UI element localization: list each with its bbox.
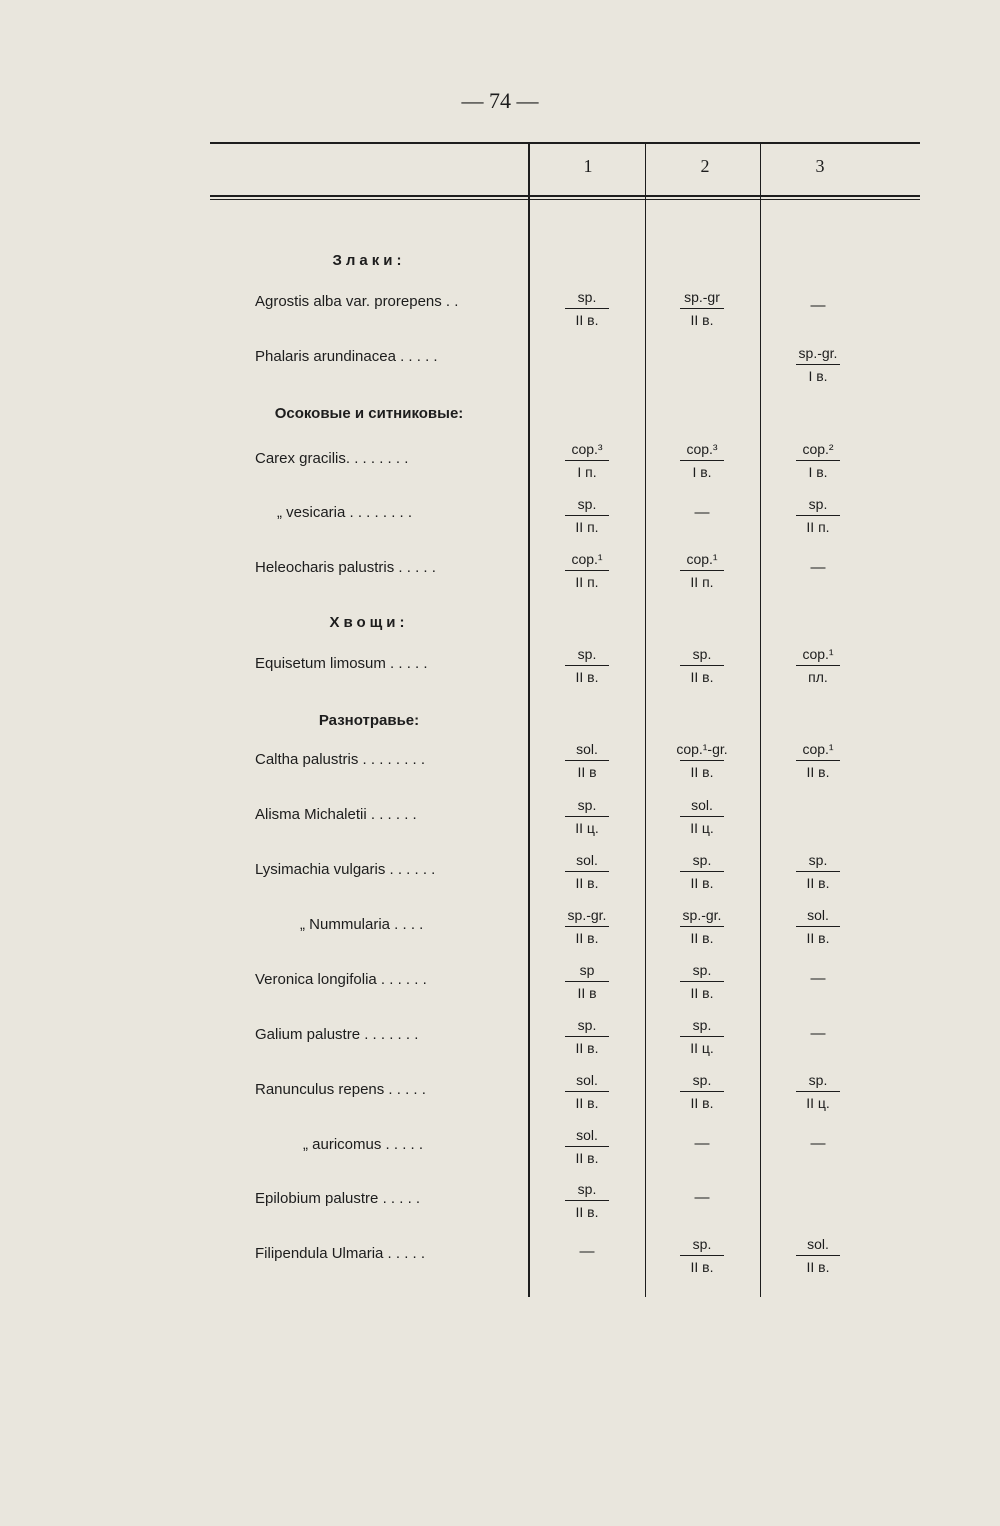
abundance-cell: cop.¹ пл. — [768, 643, 868, 689]
empty-dash: — — [810, 1025, 826, 1042]
empty-dash: — — [694, 1135, 710, 1152]
abundance-cell: sp. II ц. — [652, 1014, 752, 1060]
species-name: Caltha palustris . . . . . . . . — [255, 751, 426, 768]
species-name: Lysimachia vulgaris . . . . . . — [255, 861, 436, 878]
species-name: Galium palustre . . . . . . . — [255, 1026, 419, 1043]
column-divider-3 — [760, 142, 761, 1297]
species-name: Epilobium palustre . . . . . — [255, 1190, 421, 1207]
abundance-cell: cop.³ I в. — [652, 438, 752, 484]
abundance-cell: sp. II в. — [537, 1178, 637, 1224]
abundance-cell: sp. II в. — [652, 959, 752, 1005]
abundance-cell: sol. II в. — [768, 1233, 868, 1279]
abundance-cell: sp. II в. — [768, 849, 868, 895]
abundance-cell: sol. II в. — [537, 1069, 637, 1115]
species-name: Alisma Michaletii . . . . . . — [255, 806, 417, 823]
species-name: Filipendula Ulmaria . . . . . — [255, 1245, 426, 1262]
abundance-cell: cop.¹ II в. — [768, 738, 868, 784]
abundance-cell: sol. II в. — [537, 849, 637, 895]
species-name: Phalaris arundinacea . . . . . — [255, 348, 438, 365]
empty-dash: — — [694, 504, 710, 521]
species-name: Veronica longifolia . . . . . . — [255, 971, 427, 988]
abundance-cell: sp. II ц. — [768, 1069, 868, 1115]
abundance-cell: sol. II в. — [537, 1124, 637, 1170]
species-name: Heleocharis palustris . . . . . — [255, 559, 436, 576]
abundance-cell: sp. II в. — [537, 286, 637, 332]
abundance-cell: sp.-gr. II в. — [537, 904, 637, 950]
table-header-rule-2 — [210, 199, 920, 200]
species-name: „ Nummularia . . . . — [300, 916, 424, 933]
abundance-cell: sp. II в. — [652, 849, 752, 895]
abundance-cell: sp. II в. — [652, 1069, 752, 1115]
abundance-cell: sp. II п. — [537, 493, 637, 539]
table-top-rule — [210, 142, 920, 144]
column-header-1: 1 — [583, 156, 593, 176]
species-name: Agrostis alba var. prorepens . . — [255, 293, 459, 310]
table-header-rule — [210, 195, 920, 197]
abundance-cell: sp II в — [537, 959, 637, 1005]
abundance-cell: cop.² I в. — [768, 438, 868, 484]
column-divider-1 — [528, 142, 530, 1297]
section-heading-horsetails: Хвощи: — [329, 614, 409, 631]
abundance-cell: sol. II ц. — [652, 794, 752, 840]
species-name: Ranunculus repens . . . . . — [255, 1081, 426, 1098]
column-divider-2 — [645, 142, 646, 1297]
empty-dash: — — [810, 1135, 826, 1152]
page-number: — 74 — — [461, 88, 539, 113]
empty-dash: — — [694, 1189, 710, 1206]
abundance-cell: sp.-gr II в. — [652, 286, 752, 332]
abundance-cell: sp. II в. — [652, 1233, 752, 1279]
species-name: Carex gracilis. . . . . . . . — [255, 450, 409, 467]
abundance-cell: sp.-gr. I в. — [768, 342, 868, 388]
empty-dash: — — [810, 970, 826, 987]
abundance-cell: sp. II п. — [768, 493, 868, 539]
empty-dash: — — [810, 297, 826, 314]
species-name: „ vesicaria . . . . . . . . — [277, 504, 413, 521]
column-header-3: 3 — [815, 156, 825, 176]
column-header-2: 2 — [700, 156, 710, 176]
abundance-cell: cop.¹ II п. — [537, 548, 637, 594]
abundance-cell: cop.³ I п. — [537, 438, 637, 484]
section-heading-grasses: Злаки: — [332, 252, 406, 269]
abundance-cell: sp.-gr. II в. — [652, 904, 752, 950]
species-name: „ auricomus . . . . . — [303, 1136, 424, 1153]
abundance-cell: sp. II ц. — [537, 794, 637, 840]
abundance-cell: sol. II в — [537, 738, 637, 784]
abundance-cell: sp. II в. — [537, 643, 637, 689]
species-name: Equisetum limosum . . . . . — [255, 655, 428, 672]
abundance-cell: cop.¹-gr. II в. — [676, 741, 728, 780]
empty-dash: — — [579, 1243, 595, 1260]
abundance-cell: sol. II в. — [768, 904, 868, 950]
section-heading-forbs: Разнотравье: — [318, 712, 420, 729]
abundance-cell: cop.¹ II п. — [652, 548, 752, 594]
abundance-cell: sp. II в. — [537, 1014, 637, 1060]
section-heading-sedges: Осоковые и ситниковые: — [274, 405, 464, 422]
abundance-cell: sp. II в. — [652, 643, 752, 689]
empty-dash: — — [810, 559, 826, 576]
